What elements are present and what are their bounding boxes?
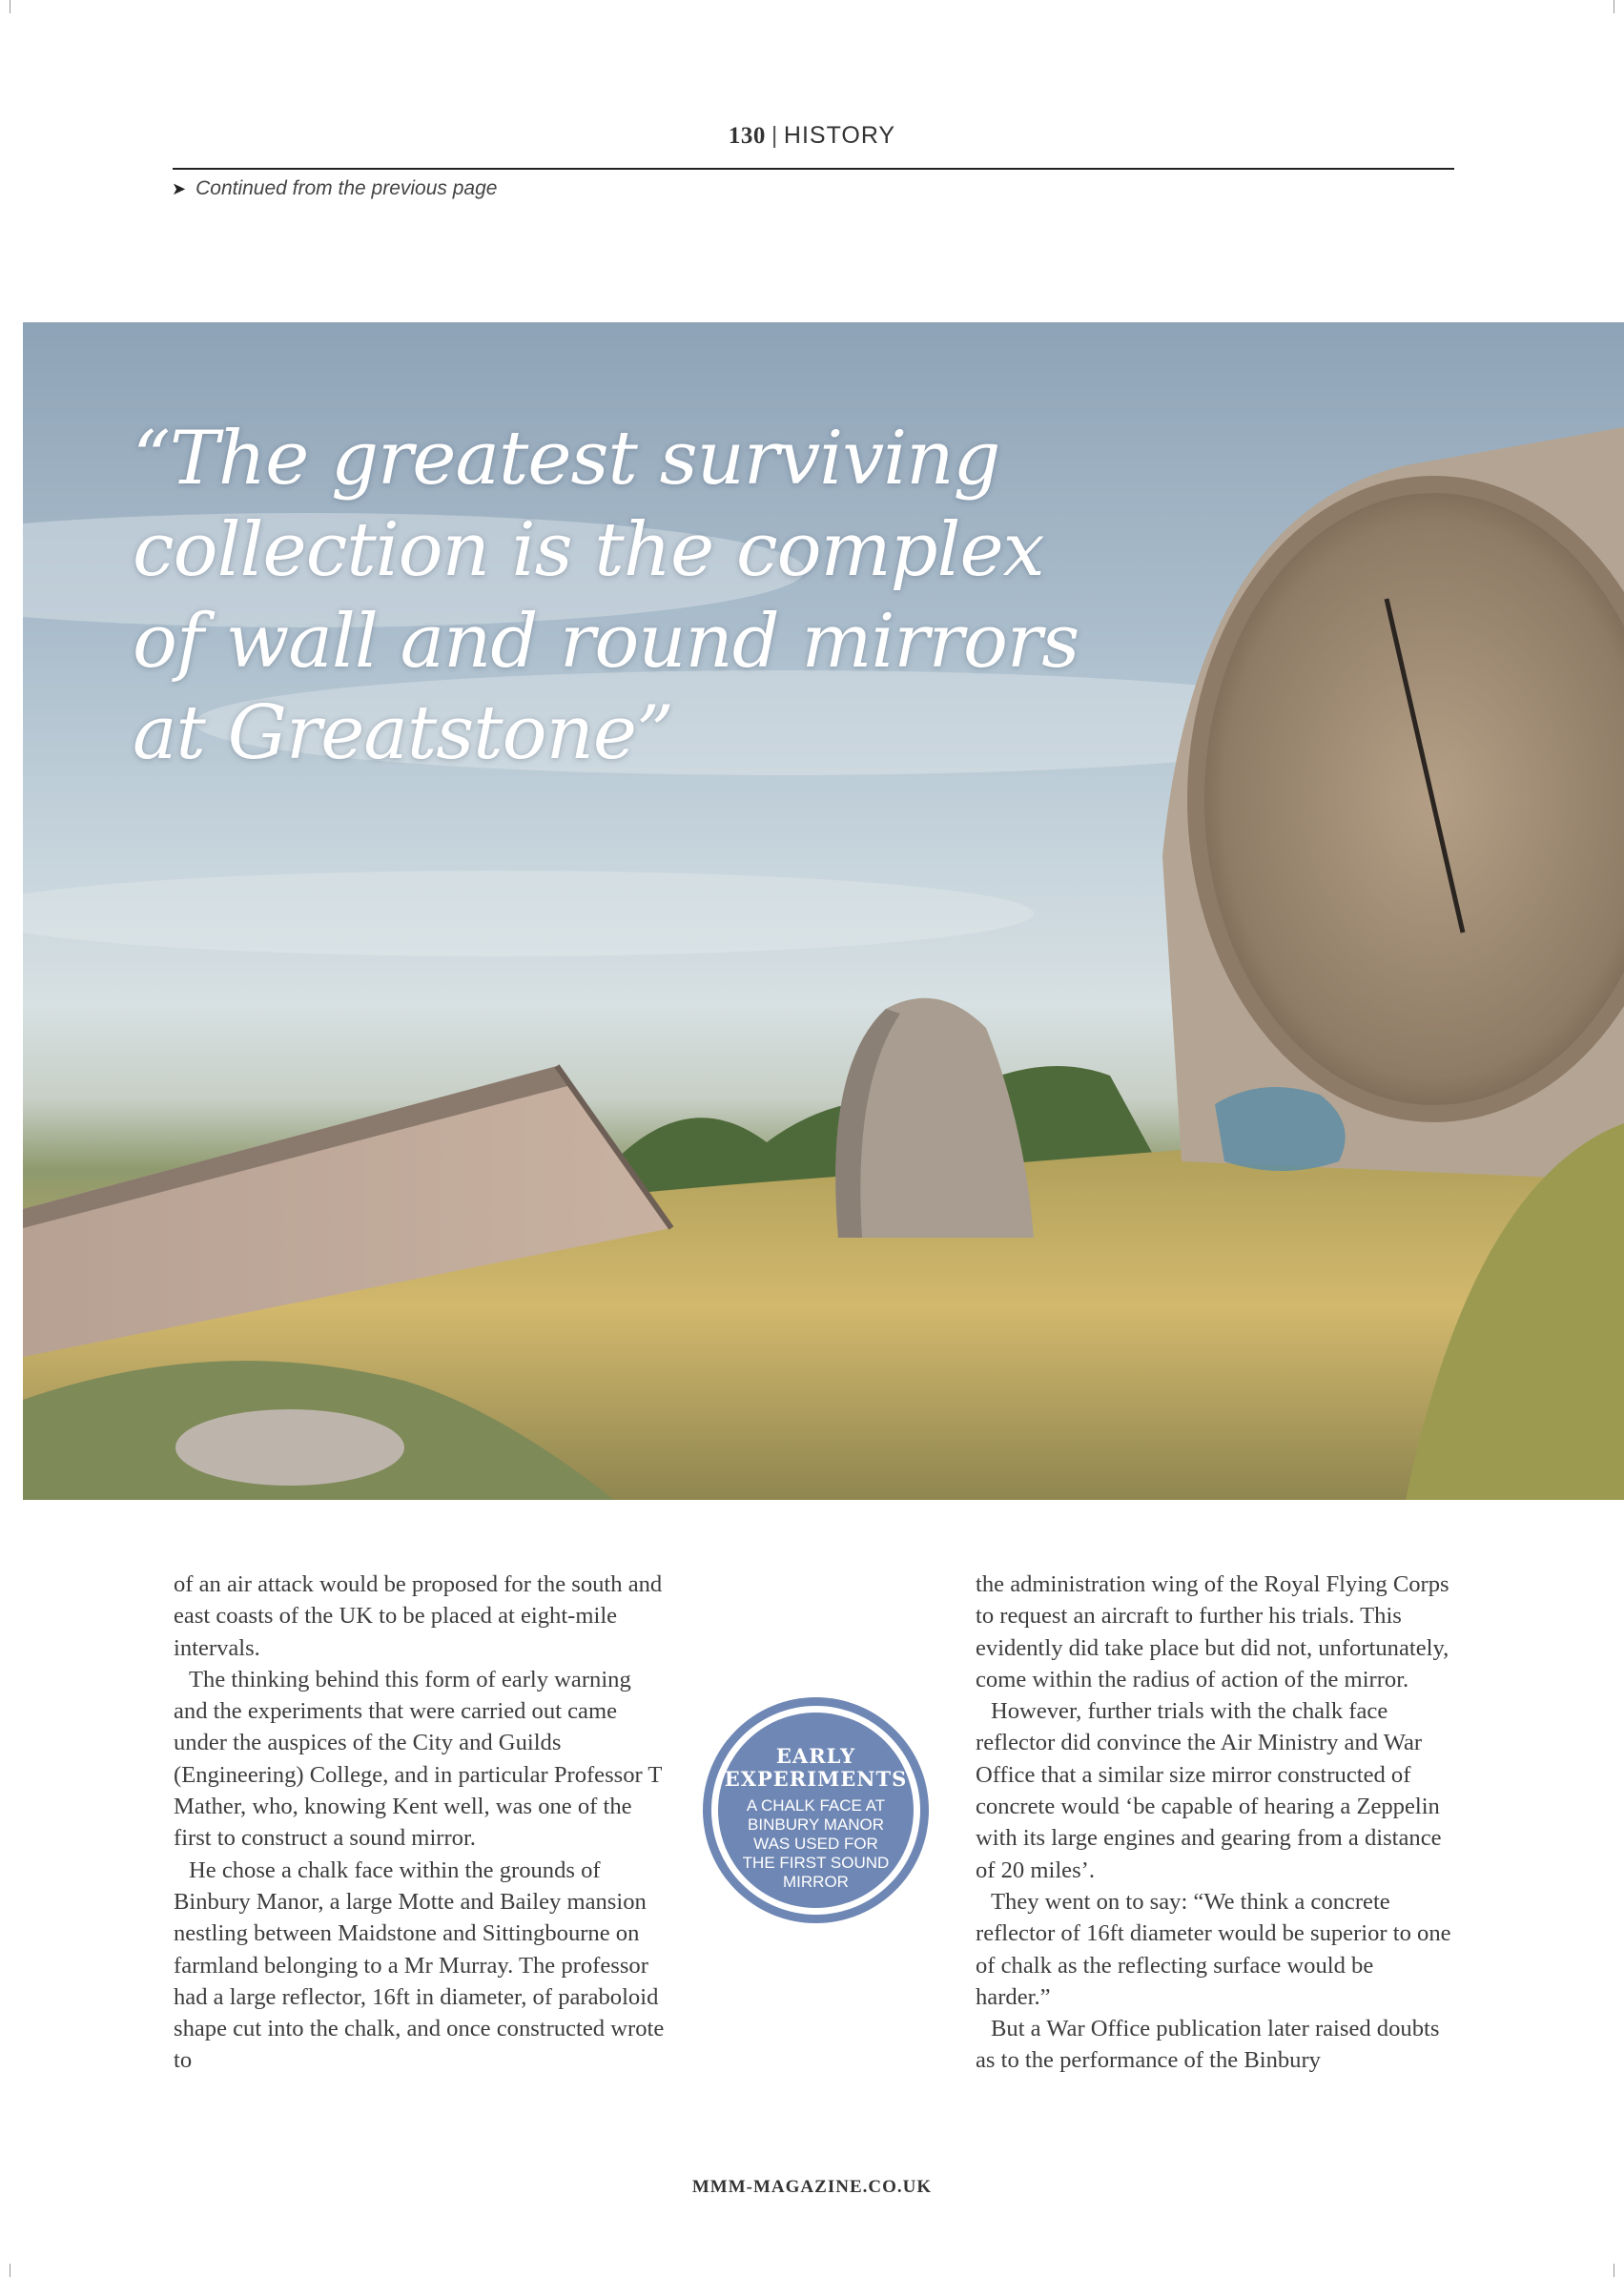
paragraph: They went on to say: “We think a concrete reflector of 16ft diameter would be superior to one of chalk as the reflecting surface would be harder.” — [976, 1888, 1451, 2010]
badge-text-line: THE FIRST SOUND — [742, 1854, 890, 1872]
paragraph: However, further trials with the chalk face reflector did convince the Air Ministry and War Office that a similar size mirror constructed of concrete would ‘be capable of hearing a Zeppelin with its large engines and gearing from a distance of 20 miles’. — [976, 1698, 1442, 1883]
article-column-left — [174, 1569, 669, 2077]
pull-quote-line: of wall and round mirrors — [133, 599, 1079, 685]
website-footer: MMM-MAGAZINE.CO.UK — [691, 2177, 933, 2197]
article-column-right — [976, 1569, 1452, 2077]
badge-title-line: EXPERIMENTS — [724, 1767, 908, 1791]
paragraph: The thinking behind this form of early warning and the experiments that were carried out came under the auspices of the City and Guilds (Engineering) College, and in particular Professor T Mather, who, knowing Kent well, was one of the first to construct a sound mirror. — [174, 1666, 663, 1852]
page-number: 130 — [728, 123, 766, 149]
paragraph: But a War Office publication later raised doubts as to the performance of the Binbury — [976, 2016, 1440, 2074]
paragraph: the administration wing of the Royal Flying Corps to request an aircraft to further his trials. This evidently did take place but did not, unfortunately, come within the radius of action of the mirror. — [976, 1571, 1449, 1692]
paragraph: He chose a chalk face within the grounds of Binbury Manor, a large Motte and Bailey mansion nestling between Maidstone and Sittingbourne on farmland belonging to a Mr Murray. The professor had a large reflector, 16ft in diameter, of paraboloid shape cut into the chalk, and once constructed wrote to — [174, 1856, 665, 2074]
section-title: HISTORY — [783, 122, 896, 149]
arrow-right-icon: ➤ — [172, 179, 187, 198]
continued-text: Continued from the previous page — [195, 177, 498, 199]
header-rule — [173, 168, 1454, 170]
badge-title — [718, 1745, 914, 1791]
badge-title-line: EARLY — [775, 1744, 856, 1768]
sound-mirrors-photo — [23, 322, 1624, 1500]
badge-text-line: BINBURY MANOR — [748, 1815, 884, 1834]
pull-quote-line: “The greatest surviving — [133, 416, 1000, 502]
pull-quote-line: at Greatstone” — [133, 690, 673, 776]
badge-text-line: A CHALK FACE AT — [746, 1796, 886, 1815]
pull-quote-line: collection is the complex — [133, 507, 1044, 593]
early-experiments-badge — [703, 1697, 929, 1923]
badge-text-line: MIRROR — [783, 1873, 849, 1891]
paragraph: of an air attack would be proposed for the south and east coasts of the UK to be placed at eight-mile intervals. — [174, 1571, 663, 1661]
page-header — [0, 122, 1624, 150]
continued-note — [172, 177, 497, 200]
badge-text-line: WAS USED FOR — [753, 1835, 878, 1853]
badge-circle — [718, 1713, 914, 1908]
pull-quote — [133, 413, 1086, 779]
header-separator: | — [771, 122, 778, 149]
badge-text — [718, 1796, 914, 1892]
